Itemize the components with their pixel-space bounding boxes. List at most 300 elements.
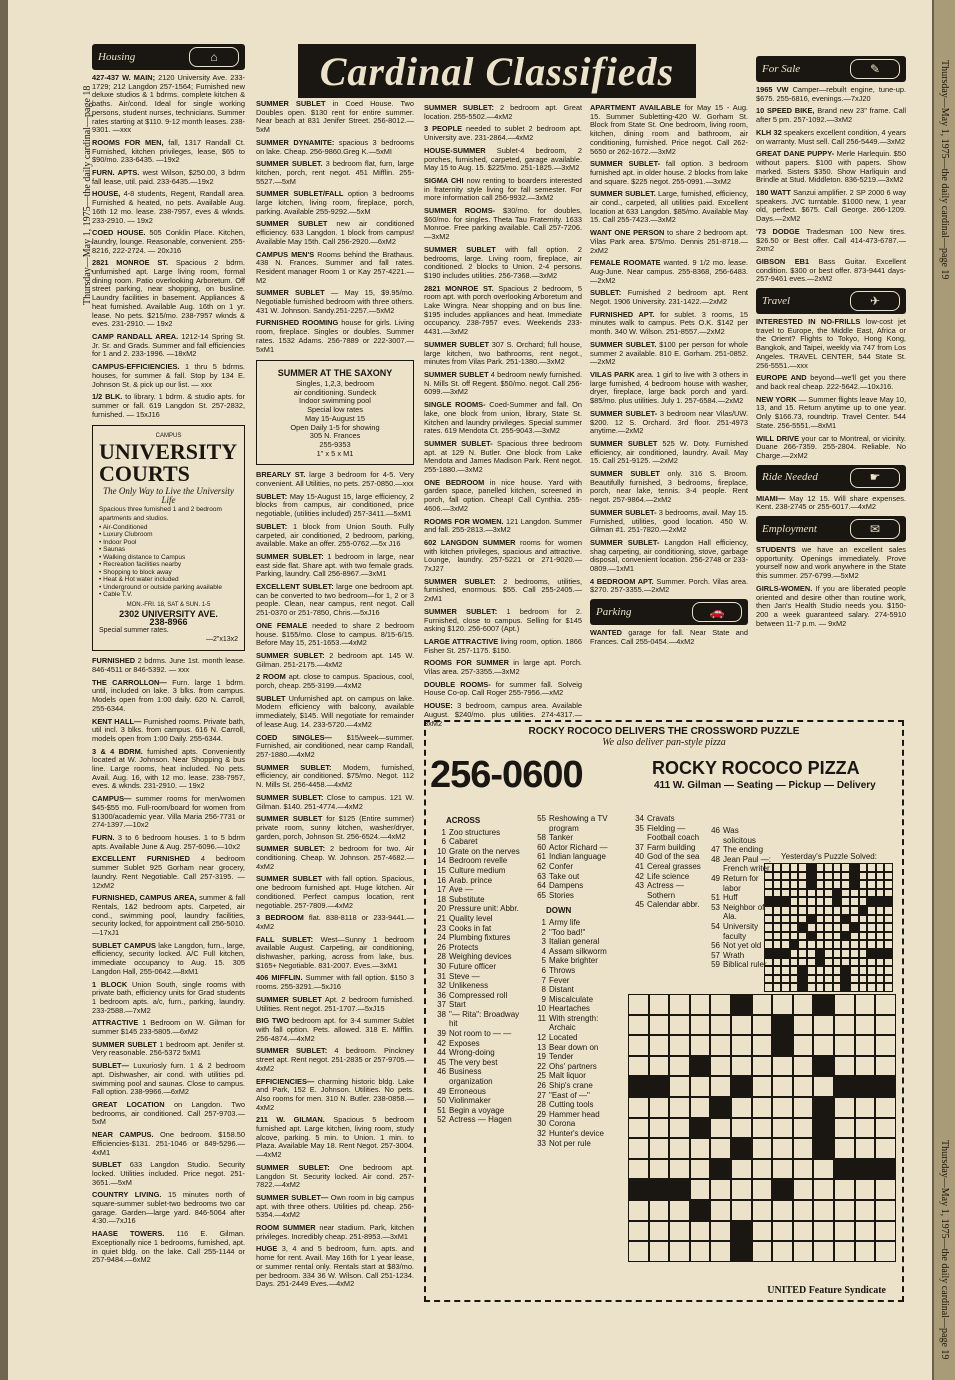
crossword-cell[interactable] bbox=[669, 1241, 690, 1262]
classified-ad bbox=[256, 764, 414, 790]
crossword-cell[interactable] bbox=[649, 1076, 670, 1097]
crossword-cell[interactable] bbox=[752, 1035, 773, 1056]
crossword-cell[interactable] bbox=[855, 1035, 876, 1056]
ad-lead: 1965 VW bbox=[756, 85, 789, 94]
clue bbox=[430, 876, 526, 886]
ad-lead: GIRLS-WOMEN. bbox=[756, 583, 813, 593]
crossword-cell[interactable] bbox=[793, 1056, 814, 1077]
crossword-cell[interactable] bbox=[855, 1221, 876, 1242]
ad-body: west Wilson, $250.00, 3 bdrm fall lease, util. paid. 233-6435.—19x2 bbox=[92, 168, 245, 186]
clue bbox=[530, 1091, 626, 1101]
classified-ad bbox=[424, 440, 582, 475]
clue-text: Begin a voyage bbox=[449, 1105, 505, 1115]
clue-text: Corona bbox=[549, 1119, 576, 1129]
crossword-cell[interactable] bbox=[813, 1200, 834, 1221]
crossword-cell[interactable] bbox=[834, 1076, 855, 1097]
crossword-cell[interactable] bbox=[834, 1200, 855, 1221]
crossword-cell[interactable] bbox=[628, 1015, 649, 1036]
crossword-cell[interactable] bbox=[813, 1179, 834, 1200]
classified-ad bbox=[756, 129, 906, 146]
solution-cell bbox=[798, 975, 807, 984]
clue-number: 1 bbox=[441, 827, 446, 837]
crossword-cell[interactable] bbox=[855, 1056, 876, 1077]
clue-number: 12 bbox=[537, 1033, 546, 1043]
crossword-cell[interactable] bbox=[834, 994, 855, 1015]
solution-cell bbox=[859, 897, 868, 906]
crossword-cell[interactable] bbox=[628, 1035, 649, 1056]
section-header-employment bbox=[756, 516, 906, 542]
crossword-cell[interactable] bbox=[690, 1200, 711, 1221]
ad-body: needed to share 2 bedroom house. $155/mo. Close to campus. 8/15-6/15. Before May 15, 251-1653.—4xM2 bbox=[256, 620, 414, 648]
classified-ad bbox=[256, 471, 414, 488]
crossword-cell[interactable] bbox=[669, 1097, 690, 1118]
crossword-cell[interactable] bbox=[649, 1035, 670, 1056]
crossword-cell[interactable] bbox=[834, 1159, 855, 1180]
crossword-cell[interactable] bbox=[731, 1221, 752, 1242]
crossword-cell[interactable] bbox=[690, 994, 711, 1015]
crossword-cell[interactable] bbox=[731, 1159, 752, 1180]
crossword-cell[interactable] bbox=[772, 1179, 793, 1200]
crossword-cell[interactable] bbox=[813, 1159, 834, 1180]
crossword-cell[interactable] bbox=[875, 1097, 896, 1118]
crossword-cell[interactable] bbox=[731, 1056, 752, 1077]
ad-body: Langdon Hall efficiency, shag carpeting, air conditioning, stove, garbage disposal, convenient location. 256-2748 or 233-0809.—1xM1 bbox=[590, 537, 749, 574]
ad-body: Spacious three bedroom apt. at 129 N. Butler. One block from Lake Mendota and James Madison Park. Rent negot. 255-1880.—3xM2 bbox=[424, 438, 583, 475]
uc-feature: • Cable T.V. bbox=[99, 591, 133, 599]
crossword-cell[interactable] bbox=[793, 1221, 814, 1242]
crossword-cell[interactable] bbox=[855, 1015, 876, 1036]
crossword-cell[interactable] bbox=[834, 1221, 855, 1242]
ad-body: house for girls. Living room, fireplace. Singles or doubles. Summer rates. 1532 Adams. 256-7889 or 222-3007.—5xM1 bbox=[256, 318, 414, 354]
crossword-cell[interactable] bbox=[669, 1221, 690, 1242]
clue-number: 56 bbox=[711, 941, 720, 951]
solution-cell bbox=[824, 966, 833, 975]
clue bbox=[430, 828, 526, 838]
ad-body: 2 bdrms. June 1st. month lease. 846-4511 or 846-5392. — xxx bbox=[92, 656, 245, 675]
ad-body: Spacious 2 bdrm. unfurnished apt. Large living room, formal dining room. Patio overlooking Arboretum. Off street parking, near shopping, on busline. Laundry facilities in basement. Appliances & heat furnished. Available Aug. 16th on 1 yr. lease. No pets. $215/mo. 238-7957 wknds & eves. 231-2910. — 19x2 bbox=[92, 258, 245, 329]
solution-cell bbox=[773, 983, 782, 992]
ad-body: One bedroom. $158.50 Efficiencies-$131. 251-1046 or 849-5296.—4xM1 bbox=[92, 1130, 245, 1157]
crossword-cell[interactable] bbox=[710, 1221, 731, 1242]
clue-number: 37 bbox=[635, 842, 644, 852]
crossword-cell[interactable] bbox=[834, 1241, 855, 1262]
solution-cell bbox=[876, 915, 885, 924]
crossword-cell[interactable] bbox=[834, 1138, 855, 1159]
crossword-cell[interactable] bbox=[690, 1138, 711, 1159]
crossword-cell[interactable] bbox=[793, 1179, 814, 1200]
crossword-cell[interactable] bbox=[649, 1179, 670, 1200]
crossword-cell[interactable] bbox=[875, 1056, 896, 1077]
crossword-cell[interactable] bbox=[772, 1138, 793, 1159]
crossword-cell[interactable] bbox=[690, 1056, 711, 1077]
solution-cell bbox=[764, 863, 773, 872]
solution-cell bbox=[859, 975, 868, 984]
crossword-cell[interactable] bbox=[669, 1159, 690, 1180]
classified-ad bbox=[756, 318, 906, 370]
crossword-cell[interactable] bbox=[855, 1179, 876, 1200]
crossword-cell[interactable] bbox=[875, 1200, 896, 1221]
travel-ads-list bbox=[756, 318, 906, 461]
solution-cell bbox=[781, 897, 790, 906]
crossword-cell[interactable] bbox=[649, 1015, 670, 1036]
clue bbox=[430, 933, 526, 943]
solution-cell bbox=[841, 915, 850, 924]
clue-text: Unlikeness bbox=[449, 981, 489, 991]
clue-number: 3 bbox=[541, 937, 546, 947]
crossword-cell[interactable] bbox=[628, 1221, 649, 1242]
crossword-cell[interactable] bbox=[793, 1118, 814, 1139]
crossword-cell[interactable] bbox=[813, 1241, 834, 1262]
ad-lead: SUMMER SUBLET bbox=[256, 874, 323, 884]
crossword-cell[interactable] bbox=[731, 1035, 752, 1056]
ad-lead: WILL DRIVE bbox=[756, 433, 800, 443]
ad-body: lake Langdon, furn., large, efficiency, security locked. A/C Full kitchen, immediate occupancy to Aug. 15. 305 Langdon Hall, 255-0642.—8xM1 bbox=[92, 940, 245, 976]
crossword-cell[interactable] bbox=[669, 1138, 690, 1159]
crossword-cell[interactable] bbox=[710, 1097, 731, 1118]
classified-ad bbox=[424, 608, 582, 634]
house-icon: ⌂ bbox=[189, 47, 239, 67]
crossword-cell[interactable] bbox=[813, 1097, 834, 1118]
crossword-cell[interactable] bbox=[669, 1056, 690, 1077]
crossword-cell[interactable] bbox=[772, 1015, 793, 1036]
crossword-cell[interactable] bbox=[793, 994, 814, 1015]
ad-lead: SUBLET CAMPUS bbox=[92, 940, 156, 950]
crossword-cell[interactable] bbox=[875, 1179, 896, 1200]
uc-feature: • Walking distance to Campus bbox=[99, 553, 186, 561]
ad-lead: SUMMER SUBLET: bbox=[256, 551, 324, 561]
solution-cell bbox=[833, 940, 842, 949]
crossword-cell[interactable] bbox=[834, 1097, 855, 1118]
crossword-cell[interactable] bbox=[649, 1200, 670, 1221]
ad-lead: SUMMER SUBLET bbox=[590, 469, 660, 479]
crossword-cell[interactable] bbox=[710, 1179, 731, 1200]
crossword-cell[interactable] bbox=[813, 1118, 834, 1139]
clue bbox=[430, 856, 526, 866]
crossword-cell[interactable] bbox=[834, 1056, 855, 1077]
classified-ad bbox=[92, 855, 245, 890]
classified-ad bbox=[92, 74, 245, 135]
clue bbox=[628, 900, 704, 910]
clue-text: Assam silkworm bbox=[549, 946, 607, 956]
crossword-cell[interactable] bbox=[649, 1241, 670, 1262]
housing-ads-list-2 bbox=[92, 657, 245, 1265]
crossword-cell[interactable] bbox=[752, 994, 773, 1015]
solution-cell bbox=[867, 949, 876, 958]
ad-body: Merle Harlequin. $50 without papers. $100 with papers. Show marked. Sisters $350. Show Harliquin and Brindle at Stud. Middleton. 836-5219.—3xM2 bbox=[756, 149, 906, 185]
crossword-cell[interactable] bbox=[772, 1076, 793, 1097]
classified-ad bbox=[424, 401, 582, 436]
solution-cell bbox=[816, 889, 825, 898]
solution-cell bbox=[773, 906, 782, 915]
clue bbox=[430, 943, 526, 953]
crossword-cell[interactable] bbox=[649, 1159, 670, 1180]
solution-cell bbox=[816, 932, 825, 941]
crossword-cell[interactable] bbox=[649, 1097, 670, 1118]
ad-lead: FALL SUBLET: bbox=[256, 934, 314, 944]
crossword-cell[interactable] bbox=[628, 1076, 649, 1097]
crossword-cell[interactable] bbox=[772, 1159, 793, 1180]
solution-cell bbox=[841, 897, 850, 906]
clue-number: 51 bbox=[711, 893, 720, 903]
crossword-cell[interactable] bbox=[875, 1076, 896, 1097]
saxony-ad bbox=[256, 360, 414, 465]
solution-cell bbox=[859, 906, 868, 915]
ad-body: Modern, furnished, efficiency, air conditioned. $75/mo. Negot. 112 N. Mills St. 256-4458.—4xM2 bbox=[256, 762, 414, 790]
crossword-cell[interactable] bbox=[710, 1159, 731, 1180]
ad-body: for sublet. 3 rooms, 15 minutes walk to campus. Pets O.K. $142 per month. 340 W. Wilson. 251-8557.—2xM2 bbox=[590, 309, 748, 337]
crossword-cell[interactable] bbox=[628, 1241, 649, 1262]
crossword-cell[interactable] bbox=[752, 1159, 773, 1180]
crossword-cell[interactable] bbox=[752, 1138, 773, 1159]
crossword-cell[interactable] bbox=[731, 1118, 752, 1139]
solution-cell bbox=[833, 897, 842, 906]
crossword-cell[interactable] bbox=[690, 1118, 711, 1139]
clue-text: Pressure unit: Abbr. bbox=[449, 904, 519, 914]
solution-cell bbox=[859, 915, 868, 924]
crossword-cell[interactable] bbox=[793, 1035, 814, 1056]
crossword-cell[interactable] bbox=[690, 1221, 711, 1242]
crossword-cell[interactable] bbox=[793, 1138, 814, 1159]
crossword-cell[interactable] bbox=[649, 1118, 670, 1139]
solution-cell bbox=[867, 897, 876, 906]
solution-cell bbox=[764, 906, 773, 915]
crossword-cell[interactable] bbox=[772, 1118, 793, 1139]
clue-text: Not per rule bbox=[549, 1138, 591, 1148]
solution-cell bbox=[816, 958, 825, 967]
solution-cell bbox=[833, 983, 842, 992]
clue-number: 34 bbox=[635, 814, 644, 823]
crossword-cell[interactable] bbox=[628, 1056, 649, 1077]
crossword-cell[interactable] bbox=[813, 1221, 834, 1242]
crossword-cell[interactable] bbox=[690, 1076, 711, 1097]
crossword-cell[interactable] bbox=[875, 1138, 896, 1159]
plane-icon: ✈ bbox=[850, 291, 900, 311]
crossword-cell[interactable] bbox=[813, 1015, 834, 1036]
crossword-cell[interactable] bbox=[628, 1179, 649, 1200]
solution-cell bbox=[798, 915, 807, 924]
crossword-cell[interactable] bbox=[710, 1056, 731, 1077]
crossword-cell[interactable] bbox=[649, 1138, 670, 1159]
crossword-cell[interactable] bbox=[690, 1035, 711, 1056]
crossword-cell[interactable] bbox=[710, 1076, 731, 1097]
clue-number: 38 bbox=[437, 1009, 446, 1019]
clue bbox=[430, 952, 526, 962]
classified-ad bbox=[92, 1041, 245, 1058]
crossword-cell[interactable] bbox=[628, 1200, 649, 1221]
thumb-icon: ☛ bbox=[850, 468, 900, 488]
crossword-cell[interactable] bbox=[834, 1118, 855, 1139]
clue-number: 15 bbox=[437, 865, 446, 875]
clue bbox=[530, 852, 626, 862]
crossword-cell[interactable] bbox=[731, 1138, 752, 1159]
across-list-b bbox=[530, 814, 626, 900]
crossword-cell[interactable] bbox=[772, 994, 793, 1015]
clue-number: 11 bbox=[537, 1013, 546, 1023]
crossword-cell[interactable] bbox=[710, 1015, 731, 1036]
solution-cell bbox=[816, 940, 825, 949]
crossword-cell[interactable] bbox=[710, 1138, 731, 1159]
crossword-cell[interactable] bbox=[793, 1241, 814, 1262]
crossword-cell[interactable] bbox=[669, 1179, 690, 1200]
solution-cell bbox=[798, 949, 807, 958]
crossword-cell[interactable] bbox=[752, 1179, 773, 1200]
left-page-edge bbox=[0, 0, 8, 1380]
crossword-cell[interactable] bbox=[752, 1076, 773, 1097]
crossword-cell[interactable] bbox=[855, 1118, 876, 1139]
ad-body: 505 Conklin Place. Kitchen, laundry, lounge. Reasonable, convenient. 255-8216, 222-2724. — 20xJ16 bbox=[92, 228, 246, 255]
crossword-cell[interactable] bbox=[834, 1015, 855, 1036]
crossword-cell[interactable] bbox=[690, 1015, 711, 1036]
classified-ad bbox=[756, 258, 906, 284]
ad-body: with fall option. 2 bedrooms, large. Living room, fireplace, air conditioned. 2 blocks to Union. 2-4 persons. $190 includes utilities. 256-7368.—3xM2 bbox=[424, 244, 582, 280]
classified-ad bbox=[92, 1161, 245, 1187]
crossword-cell[interactable] bbox=[710, 1241, 731, 1262]
crossword-cell[interactable] bbox=[752, 1241, 773, 1262]
uc-phone: 238-8966 bbox=[149, 617, 188, 628]
crossword-cell[interactable] bbox=[752, 1118, 773, 1139]
solution-cell bbox=[867, 975, 876, 984]
crossword-cell[interactable] bbox=[875, 1159, 896, 1180]
crossword-cell[interactable] bbox=[772, 1221, 793, 1242]
crossword-cell[interactable] bbox=[793, 1097, 814, 1118]
crossword-cell[interactable] bbox=[813, 1138, 834, 1159]
clue-number: 30 bbox=[437, 961, 446, 971]
ad-lead: SUMMER SUBLET bbox=[256, 814, 323, 824]
crossword-cell[interactable] bbox=[649, 994, 670, 1015]
solution-cell bbox=[781, 949, 790, 958]
classified-ad bbox=[92, 981, 245, 1016]
crossword-cell[interactable] bbox=[813, 994, 834, 1015]
clue bbox=[704, 893, 772, 903]
crossword-cell[interactable] bbox=[710, 1200, 731, 1221]
crossword-cell[interactable] bbox=[875, 1035, 896, 1056]
clue bbox=[430, 972, 526, 982]
crossword-cell[interactable] bbox=[772, 1241, 793, 1262]
crossword-cell[interactable] bbox=[875, 1015, 896, 1036]
ad-lead: FEMALE ROOMATE bbox=[590, 258, 661, 268]
crossword-cell[interactable] bbox=[752, 1097, 773, 1118]
crossword-cell[interactable] bbox=[855, 1159, 876, 1180]
yesterday-solution bbox=[764, 852, 894, 992]
solution-cell bbox=[884, 958, 893, 967]
crossword-cell[interactable] bbox=[793, 1015, 814, 1036]
crossword-cell[interactable] bbox=[772, 1035, 793, 1056]
crossword-cell[interactable] bbox=[855, 1138, 876, 1159]
clue-text: Miscalculate bbox=[549, 994, 594, 1004]
classified-ad bbox=[92, 1019, 245, 1036]
clue-number: 37 bbox=[437, 1000, 446, 1010]
crossword-cell[interactable] bbox=[628, 1159, 649, 1180]
crossword-cell[interactable] bbox=[628, 1138, 649, 1159]
uc-feature: • Air-Conditioned bbox=[99, 523, 148, 531]
crossword-cell[interactable] bbox=[731, 1200, 752, 1221]
clue-number: 40 bbox=[635, 852, 644, 862]
crossword-cell[interactable] bbox=[813, 1076, 834, 1097]
crossword-cell[interactable] bbox=[752, 1015, 773, 1036]
solution-cell bbox=[798, 880, 807, 889]
crossword-cell[interactable] bbox=[690, 1179, 711, 1200]
ad-lead: MIAMI— bbox=[756, 493, 786, 503]
clue-text: Indian language bbox=[549, 852, 606, 862]
crossword-cell[interactable] bbox=[669, 1200, 690, 1221]
crossword-cell[interactable] bbox=[731, 1179, 752, 1200]
clue-number: 27 bbox=[537, 1090, 546, 1100]
crossword-cell[interactable] bbox=[834, 1179, 855, 1200]
crossword-cell[interactable] bbox=[669, 994, 690, 1015]
clue-text: Tanker bbox=[549, 833, 574, 843]
crossword-cell[interactable] bbox=[855, 994, 876, 1015]
crossword-cell[interactable] bbox=[628, 994, 649, 1015]
crossword-cell[interactable] bbox=[875, 1221, 896, 1242]
crossword-cell[interactable] bbox=[772, 1097, 793, 1118]
crossword-cell[interactable] bbox=[752, 1221, 773, 1242]
crossword-cell[interactable] bbox=[855, 1097, 876, 1118]
crossword-cell[interactable] bbox=[752, 1200, 773, 1221]
crossword-cell[interactable] bbox=[628, 1118, 649, 1139]
crossword-cell[interactable] bbox=[669, 1076, 690, 1097]
ad-lead: GREAT LOCATION bbox=[92, 1099, 165, 1109]
crossword-cell[interactable] bbox=[772, 1056, 793, 1077]
clue bbox=[430, 1096, 526, 1106]
crossword-cell[interactable] bbox=[772, 1200, 793, 1221]
crossword-cell[interactable] bbox=[855, 1076, 876, 1097]
crossword-cell[interactable] bbox=[731, 1015, 752, 1036]
crossword-cell[interactable] bbox=[855, 1241, 876, 1262]
crossword-cell[interactable] bbox=[793, 1159, 814, 1180]
classified-ad bbox=[256, 1194, 414, 1220]
crossword-cell[interactable] bbox=[669, 1035, 690, 1056]
crossword-cell[interactable] bbox=[710, 994, 731, 1015]
crossword-cell[interactable] bbox=[793, 1076, 814, 1097]
crossword-cell[interactable] bbox=[834, 1035, 855, 1056]
crossword-cell[interactable] bbox=[690, 1159, 711, 1180]
clue-number: 51 bbox=[437, 1105, 446, 1115]
crossword-cell[interactable] bbox=[669, 1118, 690, 1139]
clue-text: Located bbox=[549, 1033, 578, 1043]
crossword-cell[interactable] bbox=[731, 994, 752, 1015]
solution-cell bbox=[764, 880, 773, 889]
crossword-cell[interactable] bbox=[649, 1056, 670, 1077]
crossword-cell[interactable] bbox=[710, 1035, 731, 1056]
crossword-cell[interactable] bbox=[813, 1035, 834, 1056]
crossword-cell[interactable] bbox=[855, 1200, 876, 1221]
puzzle-subtitle: We also deliver pan-style pizza bbox=[602, 737, 726, 748]
crossword-cell[interactable] bbox=[875, 994, 896, 1015]
crossword-cell[interactable] bbox=[752, 1056, 773, 1077]
across-clues bbox=[430, 814, 526, 1125]
crossword-cell[interactable] bbox=[813, 1056, 834, 1077]
solution-cell bbox=[884, 880, 893, 889]
solution-cell bbox=[764, 915, 773, 924]
solution-cell bbox=[867, 966, 876, 975]
solution-cell bbox=[884, 940, 893, 949]
crossword-cell[interactable] bbox=[875, 1241, 896, 1262]
left-folio: Thursday—May 1, 1975—the daily cardinal—page 18 bbox=[82, 85, 93, 305]
crossword-cell[interactable] bbox=[690, 1241, 711, 1262]
crossword-cell[interactable] bbox=[649, 1221, 670, 1242]
crossword-cell[interactable] bbox=[793, 1200, 814, 1221]
uc-address: 2302 UNIVERSITY AVE. bbox=[119, 608, 218, 619]
crossword-cell[interactable] bbox=[628, 1097, 649, 1118]
crossword-cell[interactable] bbox=[690, 1097, 711, 1118]
ad-body: option 3 bedrooms large kitchen, living room, fireplace, porch, parking. Available 255-9292.—5xM bbox=[256, 189, 414, 216]
crossword-cell[interactable] bbox=[875, 1118, 896, 1139]
crossword-cell[interactable] bbox=[731, 1241, 752, 1262]
crossword-cell[interactable] bbox=[731, 1097, 752, 1118]
crossword-cell[interactable] bbox=[731, 1076, 752, 1097]
crossword-cell[interactable] bbox=[710, 1118, 731, 1139]
crossword-cell[interactable] bbox=[669, 1015, 690, 1036]
